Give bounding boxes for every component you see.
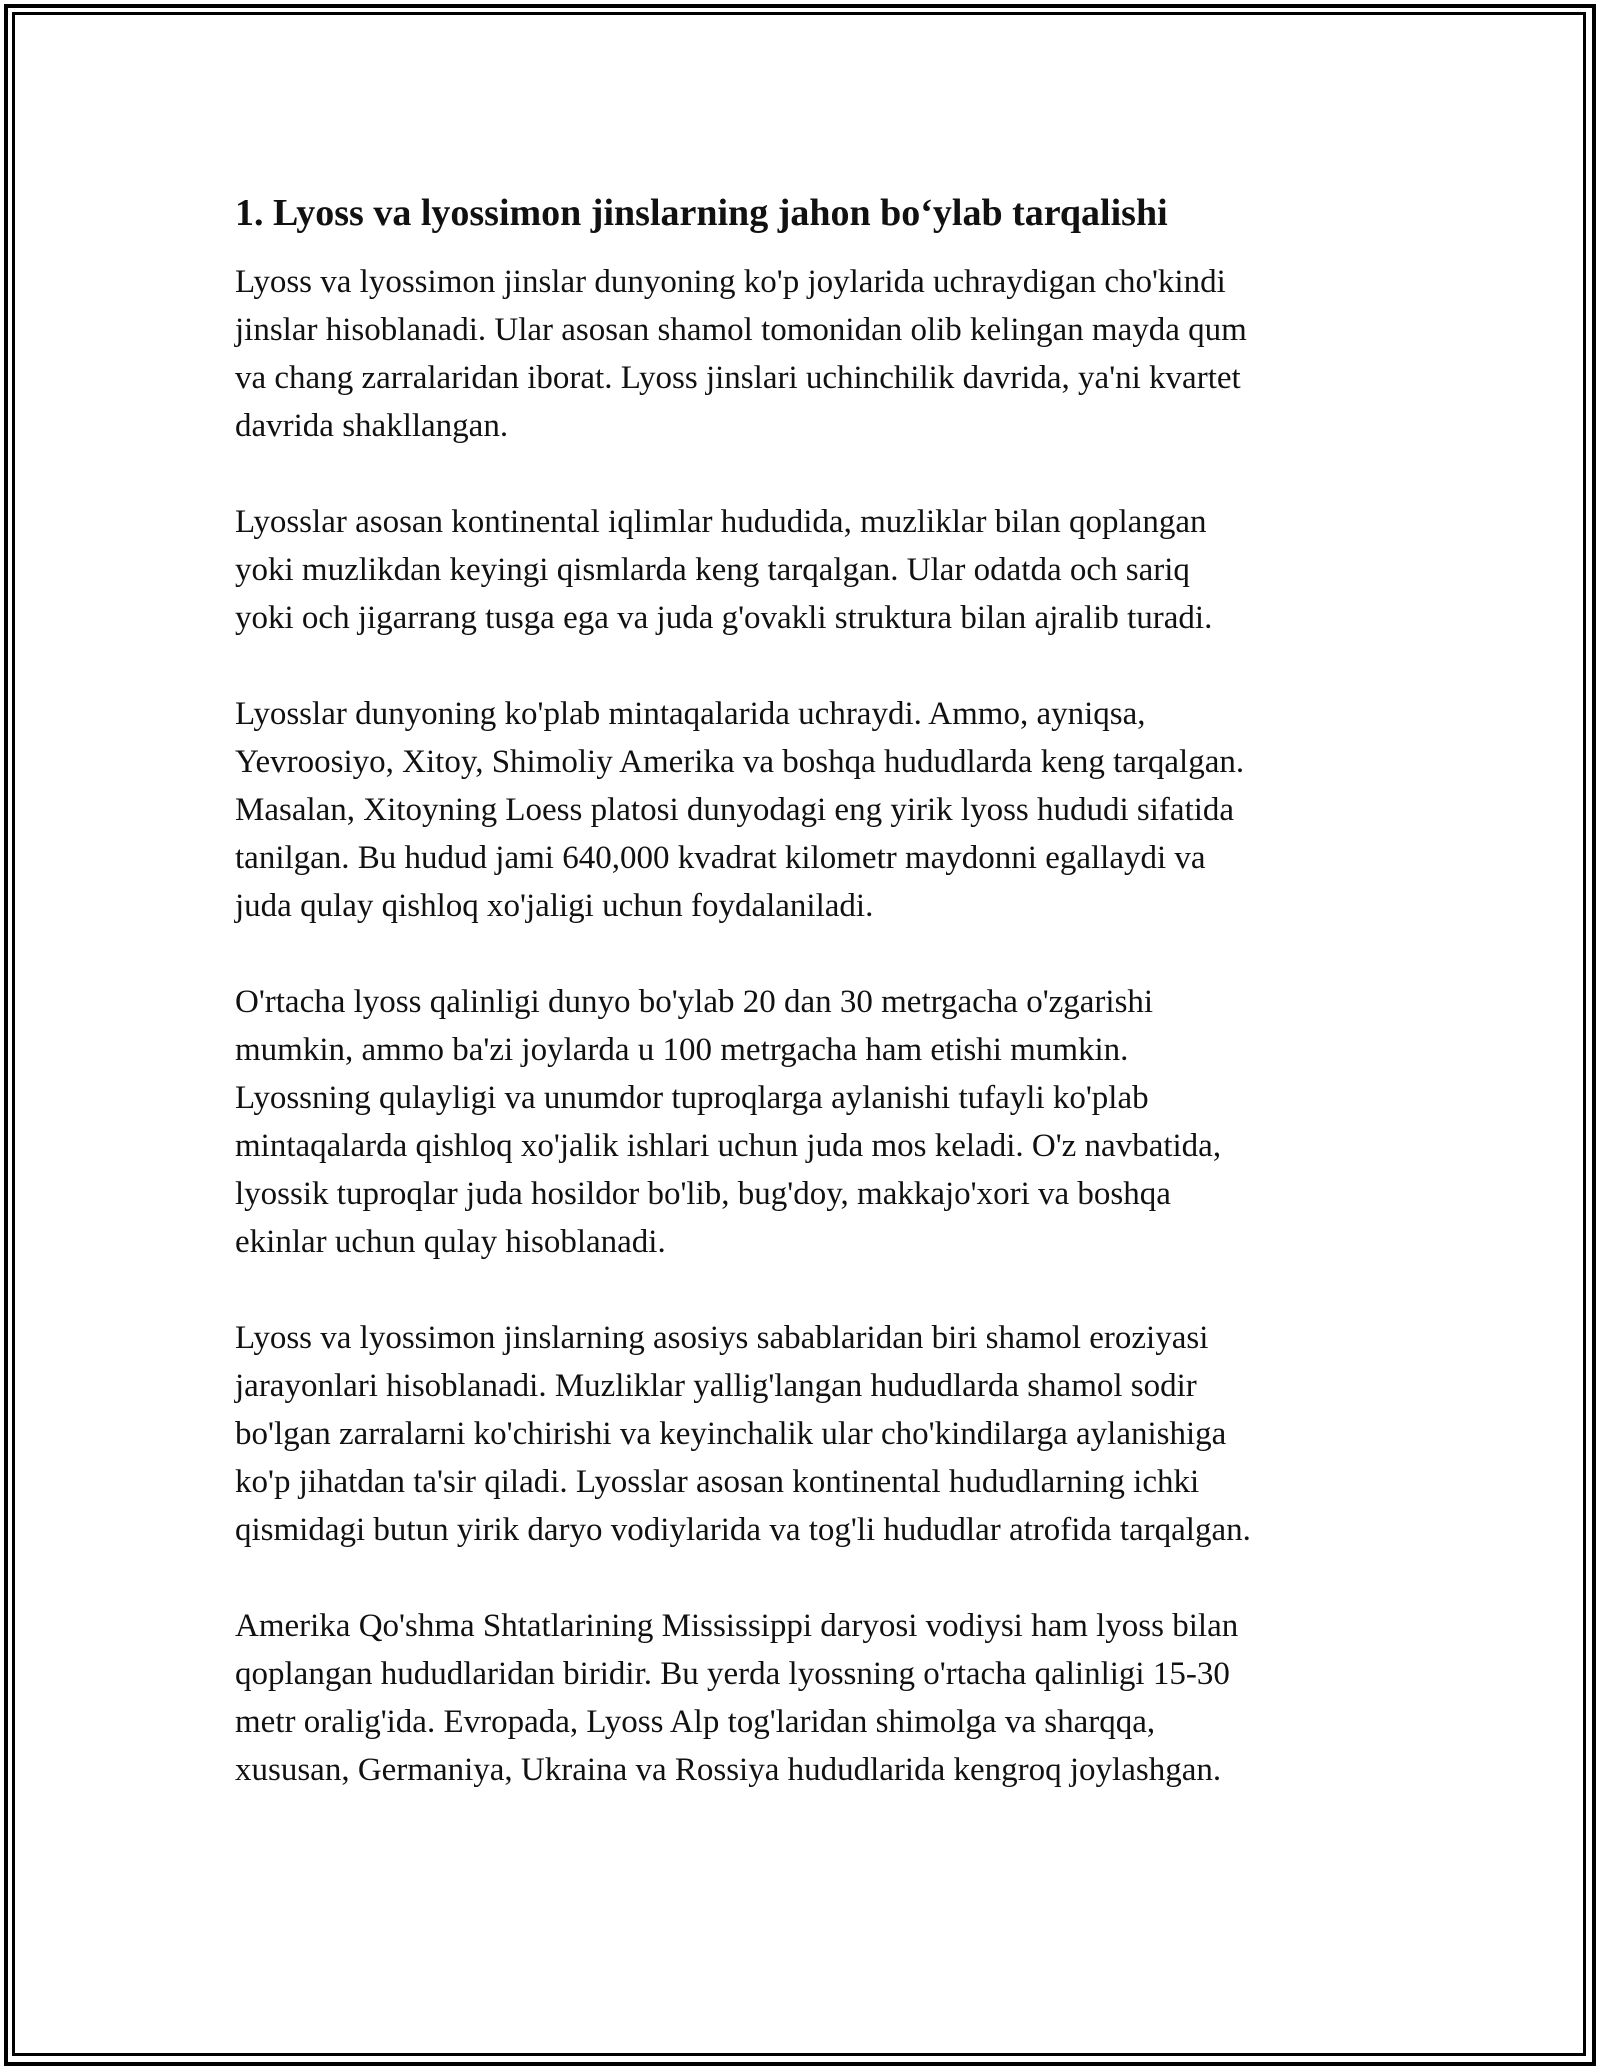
- text-line: qoplangan hududlaridan biridir. Bu yerda lyossning o'rtacha qalinligi 15-30: [235, 1656, 1230, 1692]
- text-line: yoki och jigarrang tusga ega va juda g'ovakli struktura bilan ajralib turadi.: [235, 600, 1213, 636]
- text-line: O'rtacha lyoss qalinligi dunyo bo'ylab 20 dan 30 metrgacha o'zgarishi: [235, 984, 1154, 1020]
- text-line: Lyoss va lyossimon jinslar dunyoning ko'p joylarida uchraydigan cho'kindi: [235, 264, 1226, 300]
- text-line: bo'lgan zarralarni ko'chirishi va keyinchalik ular cho'kindilarga aylanishiga: [235, 1416, 1227, 1452]
- text-line: ekinlar uchun qulay hisoblanadi.: [235, 1224, 666, 1260]
- text-line: tanilgan. Bu hudud jami 640,000 kvadrat kilometr maydonni egallaydi va: [235, 840, 1206, 876]
- text-line: Lyossning qulayligi va unumdor tuproqlarga aylanishi tufayli ko'plab: [235, 1080, 1149, 1116]
- text-line: va chang zarralaridan iborat. Lyoss jinslari uchinchilik davrida, ya'ni kvartet: [235, 360, 1241, 396]
- text-line: mintaqalarda qishloq xo'jalik ishlari uchun juda mos keladi. O'z navbatida,: [235, 1128, 1222, 1164]
- text-line: lyossik tuproqlar juda hosildor bo'lib, bug'doy, makkajo'xori va boshqa: [235, 1176, 1171, 1212]
- text-line: Lyoss va lyossimon jinslarning asosiys sabablaridan biri shamol eroziyasi: [235, 1320, 1209, 1356]
- text-line: davrida shakllangan.: [235, 408, 509, 444]
- text-line: Masalan, Xitoyning Loess platosi dunyodagi eng yirik lyoss hududi sifatida: [235, 792, 1235, 828]
- text-line: xususan, Germaniya, Ukraina va Rossiya hududlarida kengroq joylashgan.: [235, 1752, 1222, 1788]
- text-line: Amerika Qo'shma Shtatlarining Mississippi daryosi vodiysi ham lyoss bilan: [235, 1608, 1239, 1644]
- section-heading: 1. Lyoss va lyossimon jinslarning jahon bo‘ylab tarqalishi: [235, 192, 1168, 234]
- document-body: [235, 188, 1375, 1842]
- paragraph-6: [235, 1602, 1375, 1794]
- paragraph-3: [235, 690, 1375, 930]
- paragraph-1: [235, 258, 1375, 450]
- text-line: juda qulay qishloq xo'jaligi uchun foydalaniladi.: [235, 888, 874, 924]
- text-line: mumkin, ammo ba'zi joylarda u 100 metrgacha ham etishi mumkin.: [235, 1032, 1129, 1068]
- paragraph-2: [235, 498, 1375, 642]
- text-line: jinslar hisoblanadi. Ular asosan shamol tomonidan olib kelingan mayda qum: [235, 312, 1247, 348]
- text-line: ko'p jihatdan ta'sir qiladi. Lyosslar asosan kontinental hududlarning ichki: [235, 1464, 1200, 1500]
- text-line: Lyosslar dunyoning ko'plab mintaqalarida uchraydi. Ammo, ayniqsa,: [235, 696, 1146, 732]
- text-line: Yevroosiyo, Xitoy, Shimoliy Amerika va boshqa hududlarda keng tarqalgan.: [235, 744, 1245, 780]
- text-line: yoki muzlikdan keyingi qismlarda keng tarqalgan. Ular odatda och sariq: [235, 552, 1190, 588]
- paragraph-4: [235, 978, 1375, 1266]
- text-line: metr oralig'ida. Evropada, Lyoss Alp tog'laridan shimolga va sharqqa,: [235, 1704, 1156, 1740]
- text-line: jarayonlari hisoblanadi. Muzliklar yallig'langan hududlarda shamol sodir: [235, 1368, 1197, 1404]
- text-line: qismidagi butun yirik daryo vodiylarida va tog'li hududlar atrofida tarqalgan.: [235, 1512, 1251, 1548]
- text-line: Lyosslar asosan kontinental iqlimlar hududida, muzliklar bilan qoplangan: [235, 504, 1207, 540]
- paragraph-5: [235, 1314, 1375, 1554]
